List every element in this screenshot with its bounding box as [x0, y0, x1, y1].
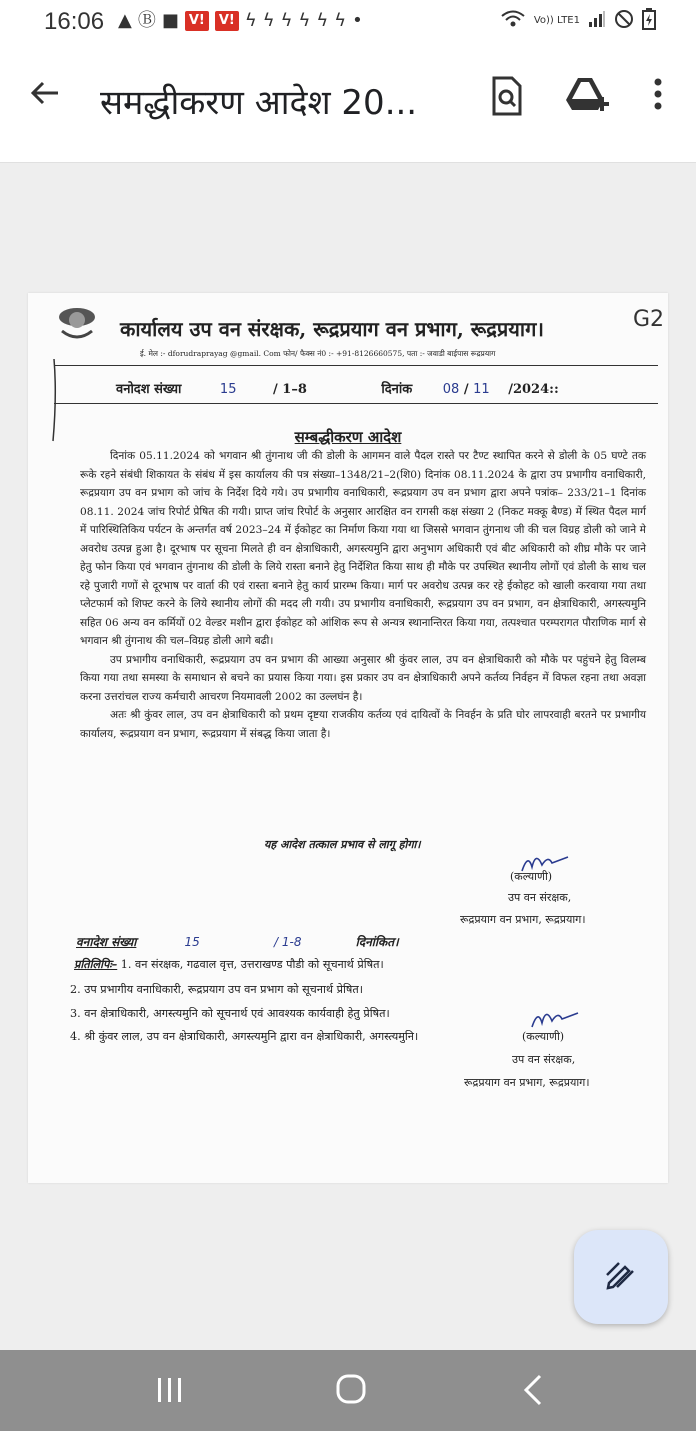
copy-item: 3. वन क्षेत्राधिकारी, अगस्त्यमुनि को सूचनार्थ एवं आवश्यक कार्यवाही हेतु प्रेषित। [70, 1007, 390, 1020]
battery-icon [642, 8, 656, 34]
ref-number: 15 [219, 382, 237, 397]
notification-icons [118, 10, 363, 32]
signatory-office: रूद्रप्रयाग वन प्रभाग, रूद्रप्रयाग। [460, 913, 586, 926]
paragraph: दिनांक 05.11.2024 को भगवान श्री तुंगनाथ जी की डोली के आगमन वाले पैदल रास्ते पर टैण्ट स्थापित करने से डोली के 05 घण्टे तक रूके रहने संबंधी शिकायत के संबंध में इस कार्यालय की पत्र संख्या–1348/21–2(शि0) दिनांक 08.11.2024 के द्वारा उप प्रभागीय वनाधिकारी, रूद्रप्रयाग उप वन प्रभाग को जांच के निर्देश दिये गये। उप प्रभागीय वनाधिकारी, रूद्रप्रयाग उप वन प्रभाग द्वारा अपने पत्रांक– 233/21–1 दिनांक 08.11. 2024 जांच रिपोर्ट प्रेषित की गयी। प्राप्त जांच रिपोर्ट के अनुसार आरक्षित वन रागसी कक्ष संख्या 2 (निकट मक्कू बैण्ड) में स्थित पैदल मार्ग में पारिस्थितिकिय पर्यटन के अन्तर्गत वर्ष 2023–24 में ईकोहट का निर्माण किया गया था जिससे भगवान तुंगनाथ जी की चल विग्रह डोली को जाने मे अवरोध उत्पन्न हुआ है। दूरभाष पर सूचना मिलते ही वन क्षेत्राधिकारी, अगस्त्यमुनि द्वारा अनुभाग अधिकारी एवं बीट अधिकारी को शीघ्र मौके पर जाने हेतु फोन किया एवं भगवान तुंगनाथ की डोली के लिये रास्ता बनाने हेतु निर्देशित किया साथ ही मौके पर उपस्थित स्थानीय लोगों एवं डोली के साथ चल रहे पुजारी गणों से दूरभाष पर वार्ता की एवं रास्ता बनाने हेतु कार्य प्रारम्भ किया। मार्ग पर अवरोध उत्पन्न कर रहे ईकोहट को खाली करवाया गया तथा प्लेटफार्म को शिफ्ट करने के लिये स्थानीय लोगों की मदद ली गयी। उप प्रभागीय वनाधिकारी, रूद्रप्रयाग उप वन प्रभाग, वन क्षेत्राधिकारी, अगस्त्यमुनि सहित 06 अन्य वन कर्मियों 02 वेल्डर मशीन द्वारा ईकोहट को आंशिक रूप से अन्यत्र स्थानान्तिरत किया गया, तत्पश्चात परम्परागत पौराणिक मार्ग से भगवान श्री तुंगनाथ की चल–विग्रह डोली आगे बढी। [80, 450, 646, 647]
bolt-icon: ϟ [244, 10, 257, 31]
paragraph: अतः श्री कुंवर लाल, उप वन क्षेत्राधिकारी को प्रथम दृष्टया राजकीय कर्तव्य एवं दायित्वों के निवर्हन के प्रति घोर लापरवाही बरतने पर प्रभागीय कार्यालय, रूद्रप्रयाग वन प्रभाग, रूद्रप्रयाग में संबद्ध किया जाता है। [80, 709, 646, 740]
find-in-document-icon[interactable] [486, 74, 530, 118]
recents-icon[interactable] [140, 1370, 200, 1410]
copy-reference [76, 933, 399, 950]
network-label: Vo)) LTE1 [533, 15, 580, 26]
date-day: 08 [442, 382, 460, 397]
back-arrow-icon[interactable] [28, 76, 62, 119]
status-time: 16:06 [44, 8, 105, 35]
ref2-suffix: / 1-8 [274, 935, 302, 949]
document-title: समद्धीकरण आदेश 20... [100, 83, 418, 123]
order-reference: वनोदश संख्या 15 / 1–8 दिनांक 08 / 11 /2024:: [116, 382, 559, 397]
document-page [28, 293, 668, 1183]
dot-icon: • [352, 10, 363, 31]
ref-label: वनोदश संख्या [116, 382, 182, 397]
copy-item: 2. उप प्रभागीय वनाधिकारी, रूद्रप्रयाग उप वन प्रभाग को सूचनार्थ प्रेषित। [70, 983, 363, 996]
document-viewer[interactable] [0, 163, 696, 1350]
more-vert-icon[interactable] [646, 74, 670, 118]
signatory-office: रूद्रप्रयाग वन प्रभाग, रूद्रप्रयाग। [464, 1076, 590, 1089]
ref2-number: 15 [184, 935, 200, 949]
paragraph: उप प्रभागीय वनाधिकारी, रूद्रप्रयाग उप वन प्रभाग की आख्या अनुसार श्री कुंवर लाल, उप वन क्षेत्राधिकारी को मौके पर पहुंचने हेतु विलम्ब किया गया तथा समस्या के समाधान से बचने का प्रयास किया गया। इस प्रकार उप वन क्षेत्राधिकारी अपने कर्तव्य निर्वहन में विफल रहना तथा अवज्ञा करना उत्तरांचल राज्य कर्मचारी आचरण नियमावली 2002 का उल्लघंन है। [80, 653, 646, 703]
ref-divider [54, 403, 658, 404]
home-icon[interactable] [320, 1370, 380, 1410]
annotate-button[interactable] [574, 1230, 668, 1324]
order-subject: सम्बद्धीकरण आदेश [294, 428, 402, 446]
signatory-designation: उप वन संरक्षक, [508, 891, 572, 904]
back-icon[interactable] [500, 1370, 560, 1410]
signal-icon [588, 10, 606, 32]
b-icon: Ⓑ [137, 10, 156, 31]
bolt-icon: ϟ [316, 10, 329, 31]
ref2-dated: दिनांकित। [355, 935, 399, 949]
app-bar [0, 44, 696, 163]
bolt-icon: ϟ [280, 10, 293, 31]
status-bar [0, 0, 696, 44]
dnd-icon [614, 9, 634, 33]
date-year: /2024:: [508, 382, 559, 397]
ref-suffix: / 1–8 [273, 382, 307, 397]
effect-line: यह आदेश तत्काल प्रभाव से लागू होगा। [264, 838, 421, 851]
signatory-name: (कल्याणी) [522, 1030, 565, 1043]
corner-mark: G2 [632, 307, 664, 332]
system-icons [500, 8, 656, 34]
copy-text: 1. वन संरक्षक, गढवाल वृत्त, उत्तराखण्ड पौडी को सूचनार्थ प्रेषित। [120, 958, 384, 971]
bolt-icon: ϟ [298, 10, 311, 31]
ref2-label: वनादेश संख्या [76, 935, 137, 949]
signatory-name: (कल्याणी) [510, 870, 553, 883]
copy-item [74, 957, 384, 972]
order-body [80, 447, 646, 743]
app-badge-icon: V! [215, 11, 239, 31]
contact-line: ई. मेल :- dforudraprayag @gmail. Com फोन/ फैक्स नं0 :- +91-8126660575, पता :- जवाडी बाईपास रूद्रप्रयाग [140, 349, 496, 358]
bolt-icon: ϟ [334, 10, 347, 31]
signatory-designation: उप वन संरक्षक, [512, 1053, 576, 1066]
app-badge-icon: V! [185, 11, 209, 31]
wifi-icon [500, 9, 526, 33]
office-header-title: कार्यालय उप वन संरक्षक, रूद्रप्रयाग वन प्रभाग, रूद्रप्रयाग। [120, 317, 544, 341]
bolt-icon: ϟ [262, 10, 275, 31]
chat-icon: ■ [161, 10, 179, 31]
header-divider [54, 365, 658, 366]
copy-item: 4. श्री कुंवर लाल, उप वन क्षेत्राधिकारी, अगस्त्यमुनि द्वारा वन क्षेत्राधिकारी, अगस्त्यमुनि। [70, 1030, 419, 1043]
date-month: 11 [473, 382, 490, 397]
system-nav-bar [0, 1350, 696, 1431]
department-emblem-icon [52, 305, 102, 345]
warning-icon: ▲ [118, 10, 132, 31]
date-label: दिनांक [381, 382, 413, 397]
add-to-drive-icon[interactable] [564, 74, 608, 118]
annotate-pen-icon [603, 1257, 639, 1297]
copy-label: प्रतिलिपिः– [74, 957, 118, 971]
